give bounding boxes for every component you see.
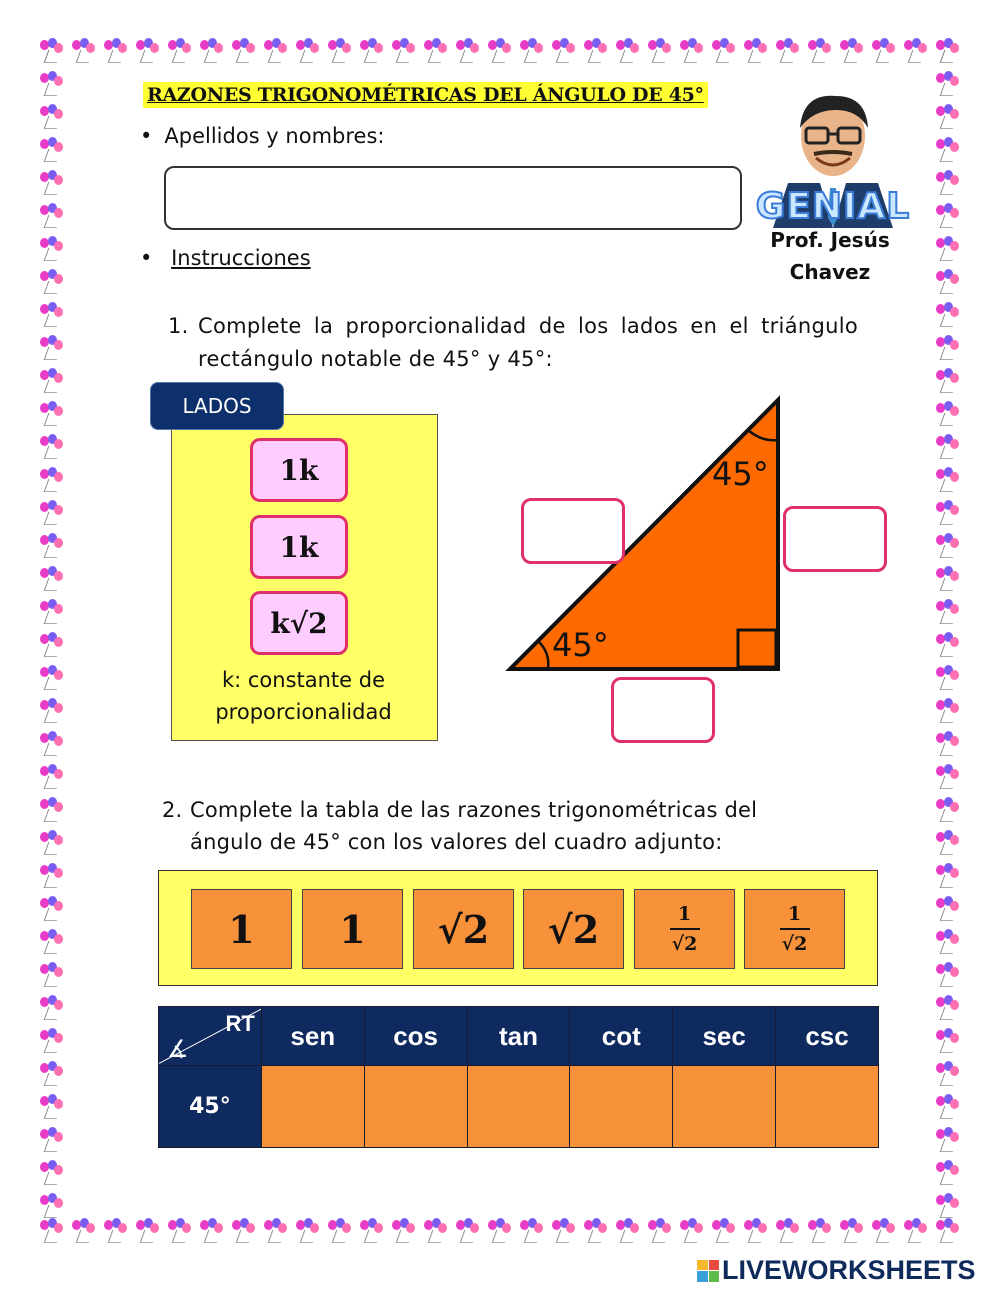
value-tile[interactable]: [302, 889, 403, 969]
balloon-icon: [454, 38, 486, 64]
balloon-icon: [934, 797, 960, 830]
balloon-icon: [38, 764, 64, 797]
sides-tab: LADOS: [150, 382, 284, 430]
balloon-icon: [422, 38, 454, 64]
balloon-icon: [38, 434, 64, 467]
balloon-icon: [710, 1218, 742, 1244]
constant-note-line2: proporcionalidad: [215, 700, 392, 724]
balloon-icon: [198, 1218, 230, 1244]
value-tile-text: √2: [437, 906, 490, 952]
value-tile-text: 1: [339, 906, 366, 952]
balloon-icon: [38, 665, 64, 698]
balloon-icon: [102, 38, 134, 64]
fraction: [780, 902, 810, 956]
corner-rt-label: RT: [225, 1011, 255, 1036]
bottom-angle-label: 45°: [552, 626, 609, 664]
balloon-icon: [38, 269, 64, 302]
balloon-icon: [38, 599, 64, 632]
trig-ratios-table: [158, 1006, 879, 1148]
balloon-border-top: [38, 38, 962, 64]
answer-cell-cot[interactable]: [570, 1066, 673, 1148]
teacher-name-line2: Chavez: [789, 260, 871, 284]
balloon-icon: [934, 71, 960, 104]
balloon-icon: [582, 1218, 614, 1244]
balloon-icon: [38, 401, 64, 434]
balloon-icon: [774, 1218, 806, 1244]
answer-cell-cos[interactable]: [364, 1066, 467, 1148]
balloon-icon: [38, 995, 64, 1028]
genial-logo: GENIAL: [755, 186, 911, 227]
balloon-icon: [806, 1218, 838, 1244]
value-tile[interactable]: [744, 889, 845, 969]
balloon-icon: [454, 1218, 486, 1244]
balloon-icon: [934, 1127, 960, 1160]
balloon-icon: [614, 38, 646, 64]
balloon-icon: [838, 38, 870, 64]
balloon-icon: [934, 38, 960, 71]
balloon-icon: [38, 962, 64, 995]
balloon-icon: [230, 1218, 262, 1244]
table-row: [159, 1066, 879, 1148]
fraction-bar: [780, 928, 810, 930]
balloon-icon: [934, 137, 960, 170]
balloon-icon: [38, 896, 64, 929]
balloon-icon: [934, 599, 960, 632]
balloon-icon: [934, 863, 960, 896]
balloon-icon: [934, 434, 960, 467]
header-cos: cos: [364, 1007, 467, 1066]
balloon-icon: [934, 236, 960, 269]
answer-cell-sen[interactable]: [261, 1066, 364, 1148]
balloon-icon: [678, 38, 710, 64]
balloon-icon: [486, 1218, 518, 1244]
balloon-icon: [870, 1218, 902, 1244]
balloon-icon: [934, 335, 960, 368]
balloon-icon: [934, 731, 960, 764]
balloon-border-right: [934, 38, 960, 1224]
fraction-numerator: 1: [677, 903, 692, 925]
balloon-icon: [934, 665, 960, 698]
balloon-icon: [934, 104, 960, 137]
balloon-icon: [934, 1094, 960, 1127]
teacher-name: [745, 224, 915, 288]
balloon-icon: [678, 1218, 710, 1244]
vertical-leg-answer-box[interactable]: [783, 506, 887, 572]
liveworksheets-logo[interactable]: [697, 1255, 976, 1286]
balloon-icon: [38, 632, 64, 665]
header-tan: tan: [467, 1007, 570, 1066]
balloon-icon: [38, 170, 64, 203]
side-chip[interactable]: k√2: [250, 591, 348, 655]
balloon-icon: [934, 566, 960, 599]
balloon-icon: [166, 38, 198, 64]
balloon-icon: [934, 203, 960, 236]
balloon-icon: [774, 38, 806, 64]
balloon-icon: [934, 764, 960, 797]
balloon-icon: [262, 38, 294, 64]
balloon-icon: [390, 38, 422, 64]
fraction-numerator: 1: [787, 903, 802, 925]
balloon-icon: [38, 797, 64, 830]
balloon-icon: [38, 335, 64, 368]
balloon-icon: [806, 38, 838, 64]
constant-note-line1: k: constante de: [221, 668, 386, 692]
liveworksheets-text: LIVEWORKSHEETS: [722, 1255, 976, 1285]
value-tile[interactable]: [413, 889, 514, 969]
balloon-icon: [38, 1061, 64, 1094]
question-2-line1: Complete la tabla de las razones trigonométricas del: [190, 798, 758, 822]
balloon-icon: [38, 137, 64, 170]
balloon-icon: [70, 38, 102, 64]
balloon-icon: [934, 1028, 960, 1061]
value-tile[interactable]: [191, 889, 292, 969]
balloon-icon: [934, 1160, 960, 1193]
balloon-icon: [294, 1218, 326, 1244]
balloon-icon: [294, 38, 326, 64]
balloon-icon: [486, 38, 518, 64]
balloon-border-bottom: [38, 1218, 962, 1244]
balloon-icon: [358, 38, 390, 64]
question-2-number: 2.: [162, 798, 183, 822]
balloon-icon: [134, 1218, 166, 1244]
fraction-denominator: √2: [781, 933, 808, 955]
name-input[interactable]: [164, 166, 742, 230]
balloon-icon: [934, 368, 960, 401]
balloon-icon: [38, 863, 64, 896]
balloon-icon: [38, 1028, 64, 1061]
question-1-number: 1.: [168, 314, 189, 338]
balloon-icon: [38, 104, 64, 137]
balloon-icon: [326, 1218, 358, 1244]
header-cot: cot: [570, 1007, 673, 1066]
balloon-icon: [710, 38, 742, 64]
balloon-icon: [582, 38, 614, 64]
balloon-icon: [38, 1094, 64, 1127]
balloon-icon: [38, 467, 64, 500]
balloon-icon: [38, 236, 64, 269]
balloon-icon: [838, 1218, 870, 1244]
balloon-icon: [70, 1218, 102, 1244]
balloon-icon: [934, 302, 960, 335]
balloon-icon: [38, 368, 64, 401]
balloon-border-left: [38, 38, 64, 1224]
question-2: [162, 794, 862, 858]
balloon-icon: [742, 1218, 774, 1244]
balloon-icon: [262, 1218, 294, 1244]
side-chip[interactable]: 1k: [250, 515, 348, 579]
balloon-icon: [902, 38, 934, 64]
angle-symbol-icon: ∡: [167, 1035, 189, 1063]
balloon-icon: [934, 401, 960, 434]
balloon-icon: [550, 38, 582, 64]
header-sec: sec: [673, 1007, 776, 1066]
instructions-label: Instrucciones: [171, 246, 311, 270]
balloon-icon: [934, 698, 960, 731]
answer-cell-tan[interactable]: [467, 1066, 570, 1148]
value-tile-text: √2: [547, 906, 600, 952]
balloon-icon: [934, 962, 960, 995]
balloon-icon: [934, 929, 960, 962]
balloon-icon: [38, 71, 64, 104]
balloon-icon: [934, 632, 960, 665]
fraction-denominator: √2: [671, 933, 698, 955]
value-tile[interactable]: [523, 889, 624, 969]
balloon-icon: [38, 38, 64, 71]
balloon-icon: [134, 38, 166, 64]
balloon-icon: [934, 830, 960, 863]
balloon-icon: [742, 38, 774, 64]
row-angle-label: 45°: [159, 1066, 262, 1148]
question-2-line2: ángulo de 45° con los valores del cuadro adjunto:: [190, 830, 723, 854]
constant-note: [171, 664, 436, 728]
balloon-icon: [870, 38, 902, 64]
balloon-icon: [38, 533, 64, 566]
top-angle-label: 45°: [712, 455, 769, 493]
value-tile[interactable]: [634, 889, 735, 969]
horizontal-leg-answer-box[interactable]: [611, 677, 715, 743]
balloon-icon: [38, 830, 64, 863]
balloon-icon: [198, 38, 230, 64]
balloon-icon: [934, 1193, 960, 1224]
balloon-icon: [518, 1218, 550, 1244]
balloon-icon: [934, 170, 960, 203]
balloon-icon: [902, 1218, 934, 1244]
question-1: [168, 310, 858, 376]
balloon-icon: [38, 203, 64, 236]
balloon-icon: [38, 1193, 64, 1224]
answer-cell-sec[interactable]: [673, 1066, 776, 1148]
teacher-name-line1: Prof. Jesús: [770, 228, 890, 252]
balloon-icon: [934, 533, 960, 566]
balloon-icon: [38, 500, 64, 533]
instructions-heading: [140, 246, 311, 270]
liveworksheets-icon: [697, 1260, 719, 1282]
balloon-icon: [358, 1218, 390, 1244]
balloon-icon: [230, 38, 262, 64]
balloon-icon: [646, 1218, 678, 1244]
balloon-icon: [390, 1218, 422, 1244]
fraction-bar: [670, 928, 700, 930]
balloon-icon: [102, 1218, 134, 1244]
balloon-icon: [166, 1218, 198, 1244]
balloon-icon: [646, 38, 678, 64]
worksheet-title: RAZONES TRIGONOMÉTRICAS DEL ÁNGULO DE 45°: [143, 82, 708, 108]
balloon-icon: [38, 929, 64, 962]
balloon-icon: [38, 1127, 64, 1160]
balloon-icon: [934, 1061, 960, 1094]
balloon-icon: [38, 1160, 64, 1193]
balloon-icon: [38, 302, 64, 335]
values-panel: [158, 870, 878, 986]
balloon-icon: [934, 269, 960, 302]
value-tile-text: 1: [228, 906, 255, 952]
question-1-text: Complete la proporcionalidad de los lados en el triángulo rectángulo notable de 45° y 45°:: [198, 314, 858, 371]
balloon-icon: [550, 1218, 582, 1244]
answer-cell-csc[interactable]: [776, 1066, 879, 1148]
balloon-icon: [518, 38, 550, 64]
balloon-icon: [614, 1218, 646, 1244]
balloon-icon: [934, 467, 960, 500]
table-header-row: [159, 1007, 879, 1066]
balloon-icon: [934, 500, 960, 533]
balloon-icon: [326, 38, 358, 64]
hypotenuse-answer-box[interactable]: [521, 498, 625, 564]
balloon-icon: [38, 698, 64, 731]
name-label: • Apellidos y nombres:: [140, 124, 384, 148]
side-chip[interactable]: 1k: [250, 438, 348, 502]
balloon-icon: [934, 995, 960, 1028]
fraction: [670, 902, 700, 956]
table-corner-cell: [159, 1007, 262, 1066]
balloon-icon: [38, 566, 64, 599]
balloon-icon: [422, 1218, 454, 1244]
balloon-icon: [38, 731, 64, 764]
header-sen: sen: [261, 1007, 364, 1066]
header-csc: csc: [776, 1007, 879, 1066]
balloon-icon: [934, 896, 960, 929]
